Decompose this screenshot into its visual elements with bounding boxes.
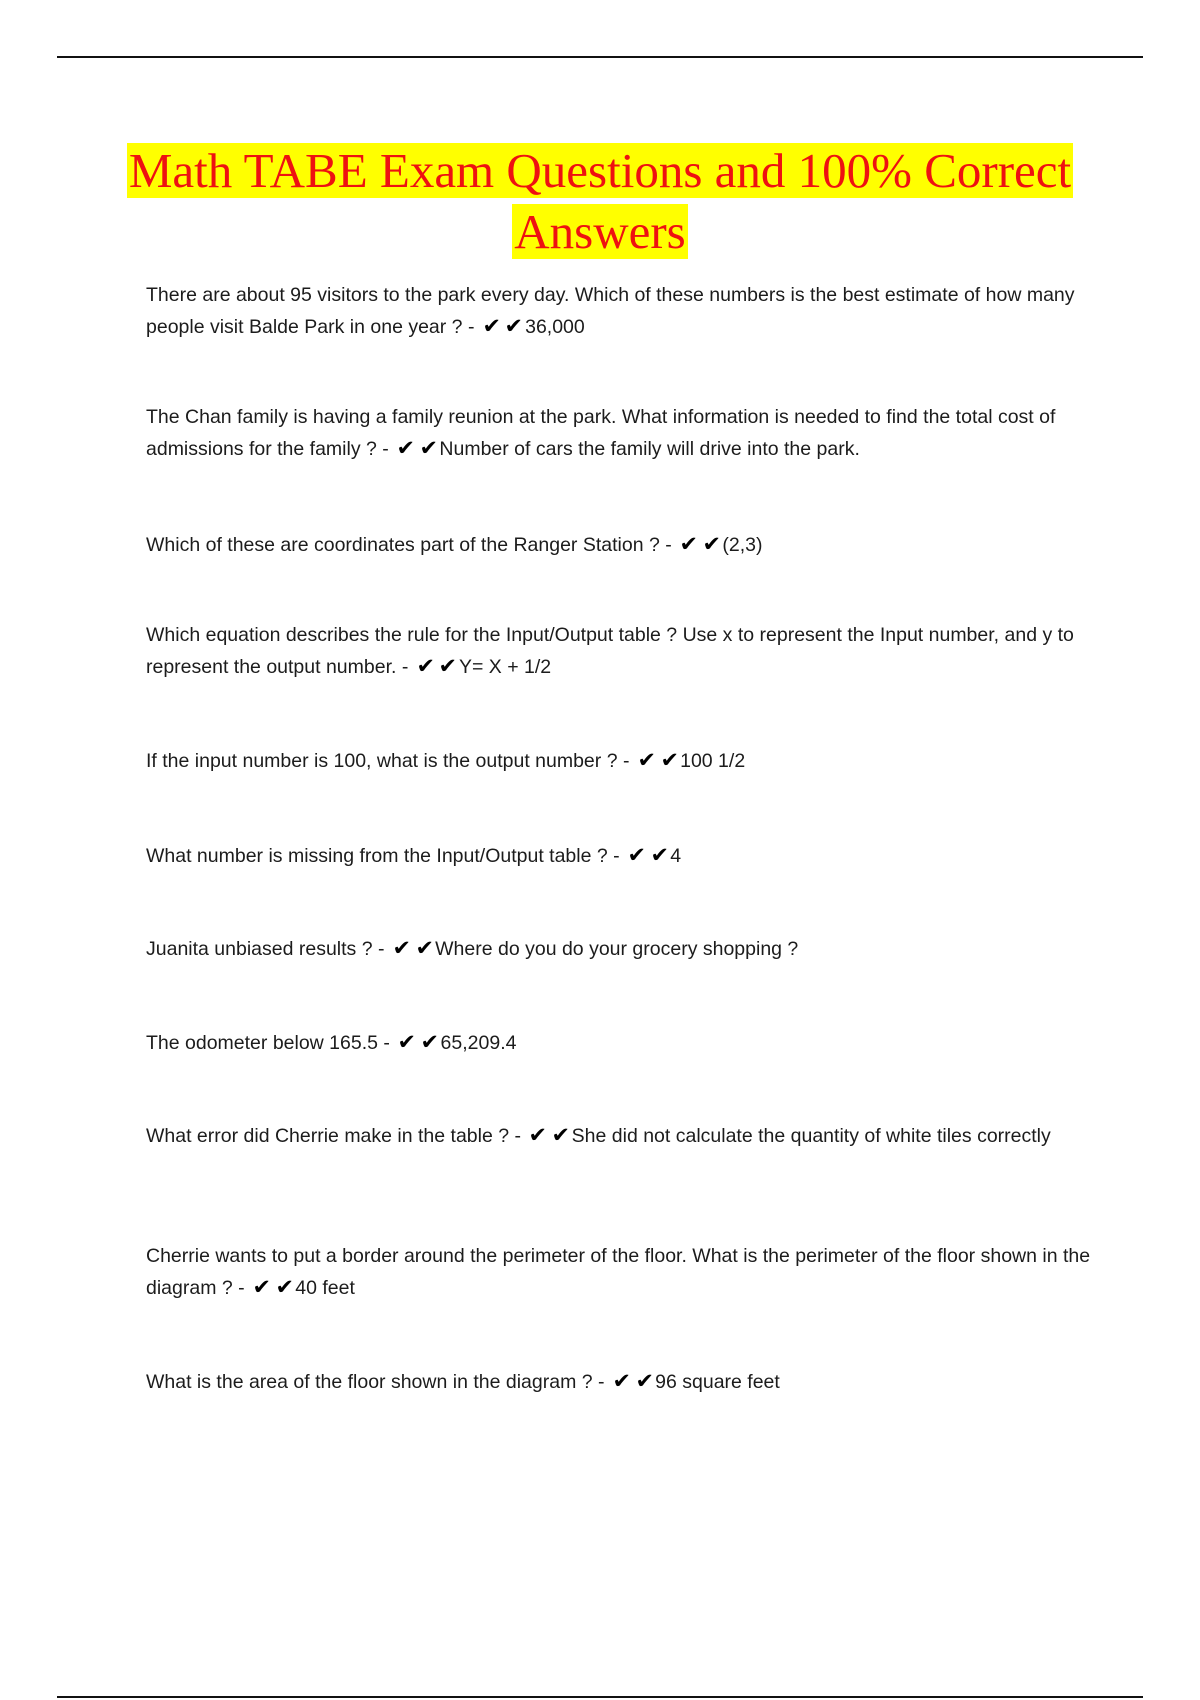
question-text: There are about 95 visitors to the park every day. Which of these numbers is the best estimate of how many people visit Balde Park in one year ? <box>146 284 1075 338</box>
qa-item-6 <box>146 840 1096 872</box>
separator: - <box>598 1371 605 1393</box>
question-text: The odometer below 165.5 <box>146 1032 378 1054</box>
separator: - <box>401 656 409 678</box>
answer-text: Y= X + 1/2 <box>458 656 552 678</box>
qa-item-2 <box>146 402 1096 465</box>
question-text: What number is missing from the Input/Output table ? <box>146 845 608 867</box>
check-icon: ✔ <box>252 1275 272 1299</box>
answer-text: (2,3) <box>722 534 763 556</box>
separator: - <box>467 316 475 338</box>
separator: - <box>378 938 385 960</box>
title-line-2: Answers <box>514 204 686 259</box>
question-text: What is the area of the floor shown in the diagram ? <box>146 1371 593 1393</box>
separator: - <box>613 845 620 867</box>
qa-item-3 <box>146 529 1096 561</box>
question-text: What error did Cherrie make in the table ? <box>146 1125 510 1147</box>
top-rule <box>57 56 1143 58</box>
check-icon: ✔ <box>679 532 699 556</box>
check-icon: ✔ <box>635 1369 654 1393</box>
answer-text: 96 square feet <box>655 1371 780 1393</box>
qa-item-1 <box>146 280 1096 343</box>
check-icon: ✔ <box>660 748 679 772</box>
check-icon: ✔ <box>416 654 435 678</box>
qa-item-5 <box>146 745 1096 777</box>
check-icon: ✔ <box>650 843 669 867</box>
answer-text: Where do you do your grocery shopping ? <box>435 938 799 960</box>
qa-item-10 <box>146 1241 1096 1304</box>
qa-item-4 <box>146 620 1096 683</box>
separator: - <box>382 438 389 460</box>
check-icon: ✔ <box>482 314 501 338</box>
answer-text: 40 feet <box>295 1277 355 1299</box>
qa-item-7 <box>146 933 1096 965</box>
qa-item-11 <box>146 1366 1096 1398</box>
check-icon: ✔ <box>702 532 721 556</box>
separator: - <box>383 1032 390 1054</box>
check-icon: ✔ <box>637 748 656 772</box>
answer-text: 36,000 <box>525 316 585 338</box>
answer-text: 65,209.4 <box>440 1032 517 1054</box>
answer-text: 100 1/2 <box>680 750 746 772</box>
question-text: Cherrie wants to put a border around the perimeter of the floor. What is the perimeter of the floor shown in the diagram ? <box>146 1245 1091 1299</box>
separator: - <box>622 750 630 772</box>
check-icon: ✔ <box>505 314 524 338</box>
question-text: If the input number is 100, what is the output number ? <box>146 750 618 772</box>
qa-item-8 <box>146 1027 1096 1059</box>
check-icon: ✔ <box>397 1030 417 1054</box>
question-text: Which of these are coordinates part of the Ranger Station ? <box>146 534 660 556</box>
question-text: Juanita unbiased results ? <box>146 938 373 960</box>
check-icon: ✔ <box>551 1123 571 1147</box>
question-text: Which equation describes the rule for the Input/Output table ? Use x to represent the Input number, and y to represent the output number. <box>146 624 1074 678</box>
bottom-rule <box>57 1696 1143 1698</box>
check-icon: ✔ <box>612 1369 631 1393</box>
check-icon: ✔ <box>275 1275 294 1299</box>
check-icon: ✔ <box>392 936 411 960</box>
check-icon: ✔ <box>528 1123 548 1147</box>
check-icon: ✔ <box>420 1030 439 1054</box>
check-icon: ✔ <box>627 843 647 867</box>
check-icon: ✔ <box>396 436 416 460</box>
check-icon: ✔ <box>438 654 458 678</box>
answer-text: Number of cars the family will drive into the park. <box>439 438 860 460</box>
qa-item-9 <box>146 1120 1096 1152</box>
separator: - <box>238 1277 245 1299</box>
answer-text: She did not calculate the quantity of white tiles correctly <box>571 1125 1051 1147</box>
title-line-1: Math TABE Exam Questions and 100% Correct <box>128 143 1072 198</box>
separator: - <box>514 1125 522 1147</box>
check-icon: ✔ <box>415 936 434 960</box>
page-title <box>100 140 1100 262</box>
answer-text: 4 <box>670 845 682 867</box>
separator: - <box>665 534 672 556</box>
check-icon: ✔ <box>419 436 438 460</box>
question-text: The Chan family is having a family reunion at the park. What information is needed to find the total cost of admissions for the family ? <box>146 406 1056 460</box>
